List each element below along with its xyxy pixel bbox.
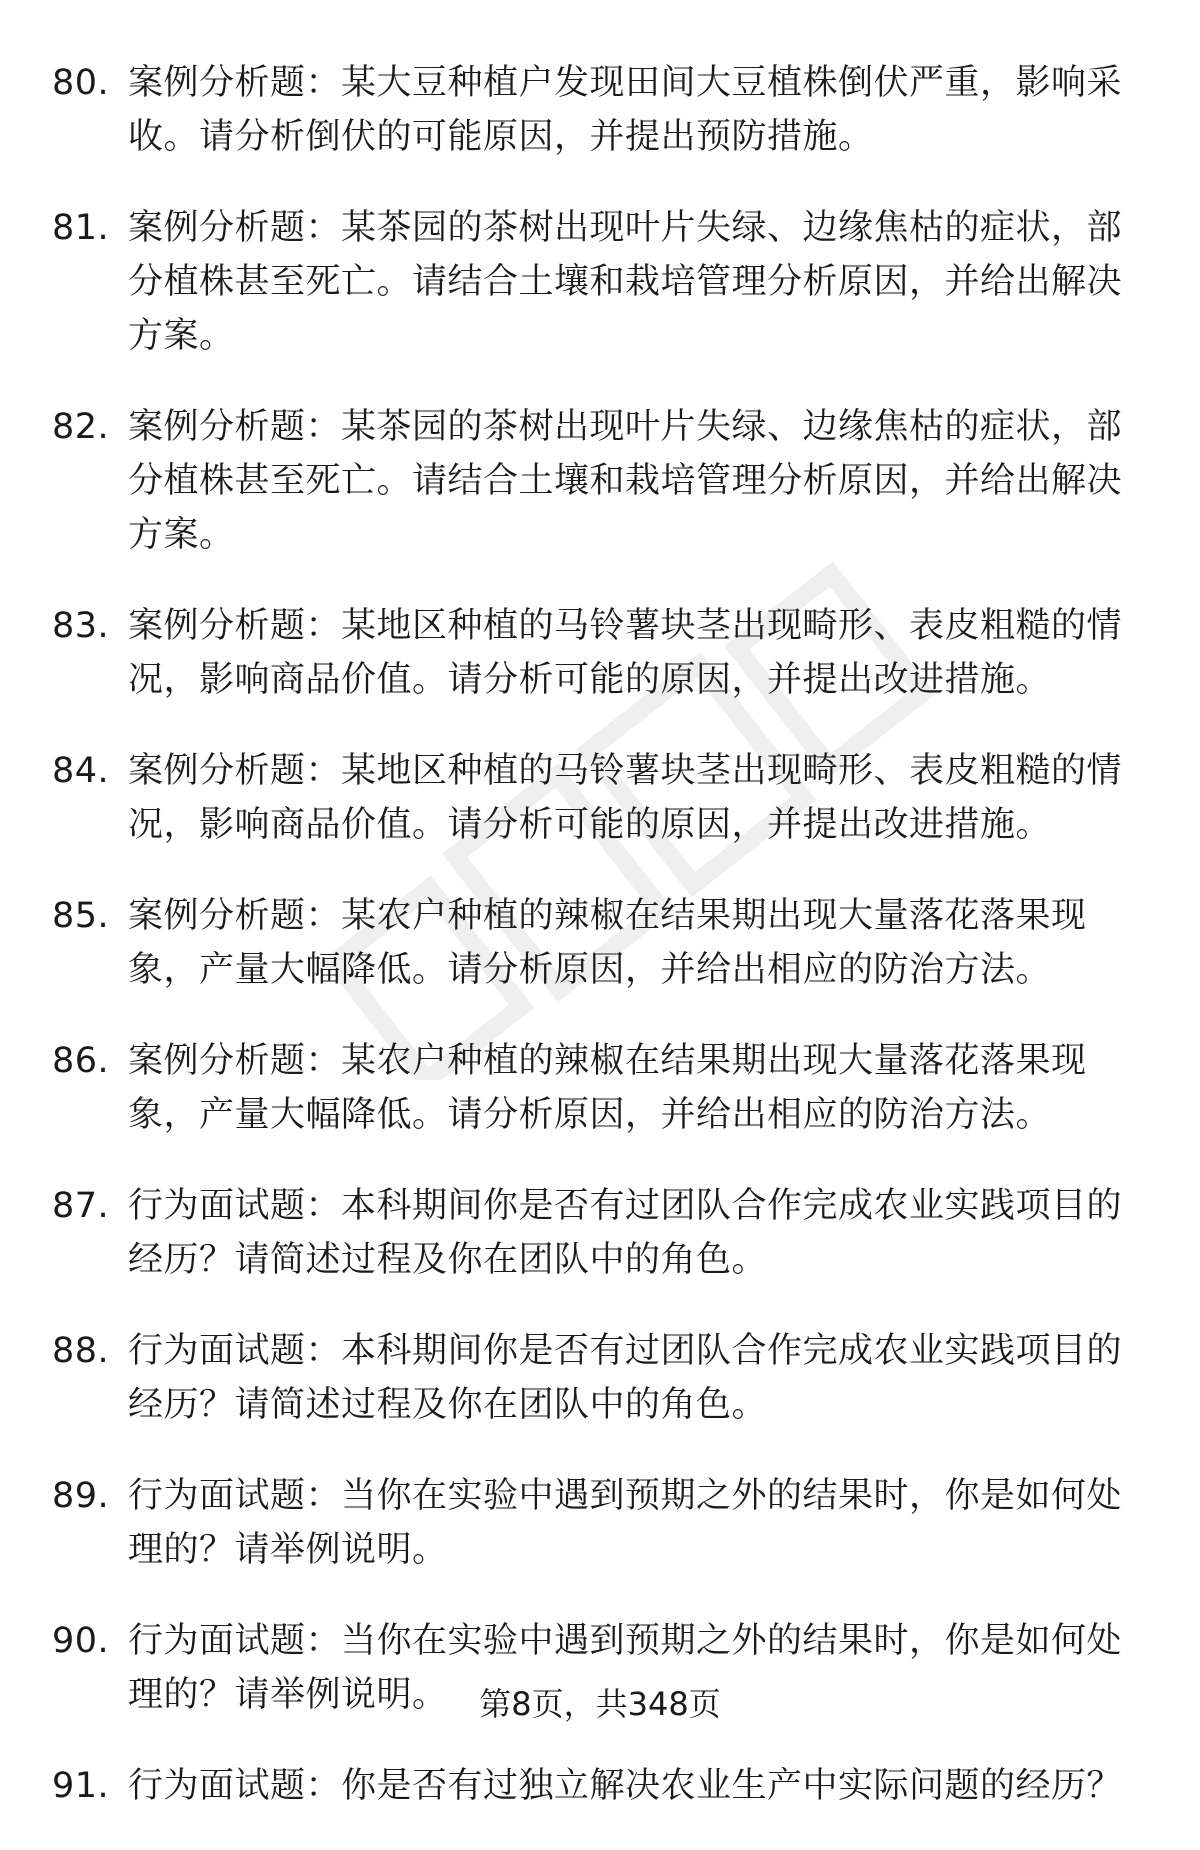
question-number: 90. bbox=[52, 1621, 110, 1661]
question-item bbox=[52, 1759, 1142, 1813]
question-item bbox=[52, 201, 1142, 363]
question-item bbox=[52, 889, 1142, 997]
question-number: 88. bbox=[52, 1331, 110, 1371]
question-text: 行为面试题：当你在实验中遇到预期之外的结果时，你是如何处理的？请举例说明。 bbox=[128, 1621, 1123, 1715]
question-item bbox=[52, 599, 1142, 707]
page-footer: 第8页，共348页 bbox=[479, 1685, 721, 1723]
question-item bbox=[52, 744, 1142, 852]
question-number: 87. bbox=[52, 1186, 110, 1226]
question-text: 案例分析题：某大豆种植户发现田间大豆植株倒伏严重，影响采收。请分析倒伏的可能原因，并提出预防措施。 bbox=[128, 63, 1123, 157]
question-number: 81. bbox=[52, 208, 110, 248]
question-text: 案例分析题：某农户种植的辣椒在结果期出现大量落花落果现象，产量大幅降低。请分析原因，并给出相应的防治方法。 bbox=[128, 896, 1087, 990]
question-text: 行为面试题：你是否有过独立解决农业生产中实际问题的经历？ bbox=[128, 1766, 1123, 1806]
question-item bbox=[52, 1179, 1142, 1287]
question-number: 84. bbox=[52, 751, 110, 791]
question-text: 行为面试题：当你在实验中遇到预期之外的结果时，你是如何处理的？请举例说明。 bbox=[128, 1476, 1123, 1570]
question-number: 85. bbox=[52, 896, 110, 936]
question-number: 80. bbox=[52, 63, 110, 103]
question-number: 91. bbox=[52, 1766, 110, 1806]
question-text: 案例分析题：某农户种植的辣椒在结果期出现大量落花落果现象，产量大幅降低。请分析原因，并给出相应的防治方法。 bbox=[128, 1041, 1087, 1135]
question-text: 案例分析题：某地区种植的马铃薯块茎出现畸形、表皮粗糙的情况，影响商品价值。请分析可能的原因，并提出改进措施。 bbox=[128, 751, 1123, 845]
question-list bbox=[52, 56, 1142, 1850]
question-item bbox=[52, 1034, 1142, 1142]
question-item bbox=[52, 1324, 1142, 1432]
question-item bbox=[52, 1469, 1142, 1577]
question-text: 行为面试题：本科期间你是否有过团队合作完成农业实践项目的经历？请简述过程及你在团队中的角色。 bbox=[128, 1186, 1123, 1280]
question-number: 86. bbox=[52, 1041, 110, 1081]
question-text: 案例分析题：某茶园的茶树出现叶片失绿、边缘焦枯的症状，部分植株甚至死亡。请结合土壤和栽培管理分析原因，并给出解决方案。 bbox=[128, 407, 1123, 555]
question-text: 案例分析题：某地区种植的马铃薯块茎出现畸形、表皮粗糙的情况，影响商品价值。请分析可能的原因，并提出改进措施。 bbox=[128, 606, 1123, 700]
question-item bbox=[52, 56, 1142, 164]
question-number: 83. bbox=[52, 606, 110, 646]
question-item bbox=[52, 400, 1142, 562]
question-text: 案例分析题：某茶园的茶树出现叶片失绿、边缘焦枯的症状，部分植株甚至死亡。请结合土壤和栽培管理分析原因，并给出解决方案。 bbox=[128, 208, 1123, 356]
question-text: 行为面试题：本科期间你是否有过团队合作完成农业实践项目的经历？请简述过程及你在团队中的角色。 bbox=[128, 1331, 1123, 1425]
question-number: 82. bbox=[52, 407, 110, 447]
question-number: 89. bbox=[52, 1476, 110, 1516]
